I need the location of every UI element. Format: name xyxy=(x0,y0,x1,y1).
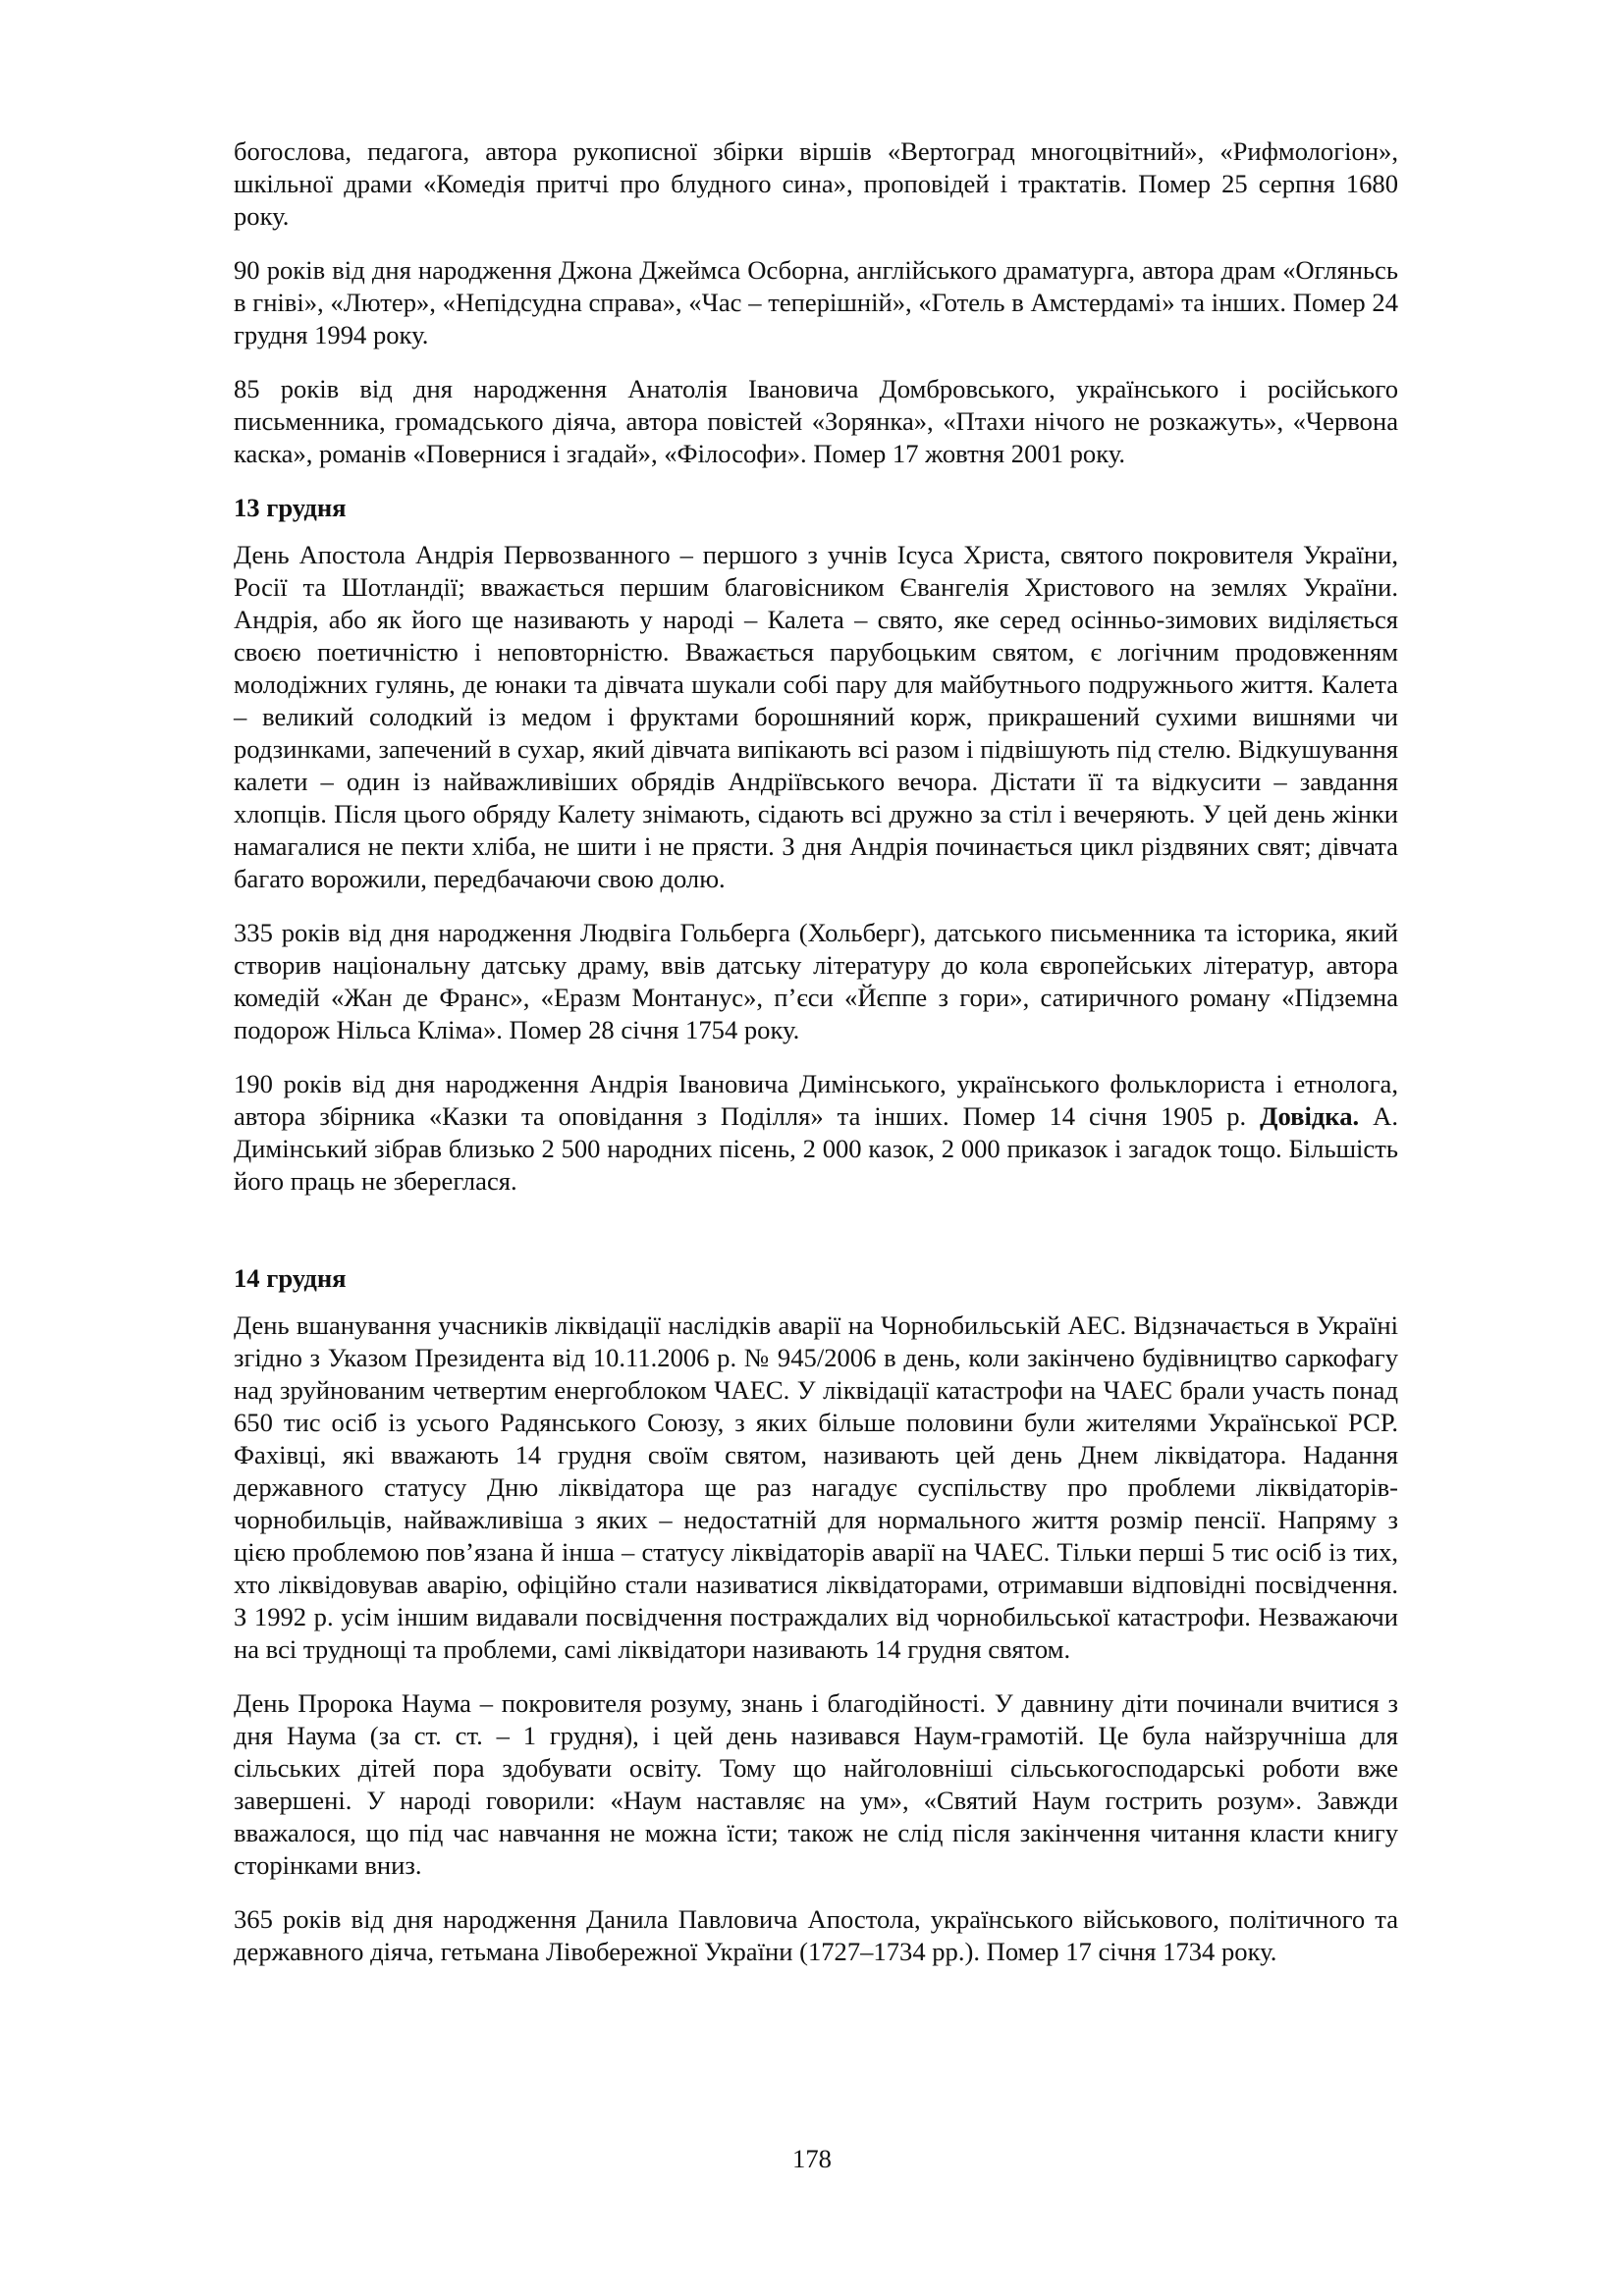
paragraph-text: 190 років від дня народження Андрія Івановича Димінського, українського фольклориста і етнолога, автора збірника «Казки та оповідання з Поділля» та інших. Помер 14 січня 1905 р. xyxy=(234,1069,1398,1131)
section-gap xyxy=(234,1219,1398,1262)
paragraph-with-note xyxy=(234,1068,1398,1198)
paragraph: 90 років від дня народження Джона Джеймса Осборна, англійського драматурга, автора драм «Огляньсь в гніві», «Лютер», «Непідсудна справа», «Час – теперішній», «Готель в Амстердамі» та інших. Помер 24 грудня 1994 року. xyxy=(234,255,1398,349)
date-heading: 13 грудня xyxy=(234,493,347,522)
page-number: 178 xyxy=(792,2144,832,2173)
date-heading: 14 грудня xyxy=(234,1263,347,1293)
paragraph: День вшанування учасників ліквідації наслідків аварії на Чорнобильській АЕС. Відзначається в Україні згідно з Указом Президента від 10.11.2006 р. № 945/2006 в день, коли закінчено будівництво саркофагу над зруйнованим четвертим енергоблоком ЧАЕС. У ліквідації катастрофи на ЧАЕС брали участь понад 650 тис осіб із усього Радянського Союзу, з яких більше половини були жителями Української РСР. Фахівці, які вважають 14 грудня своїм святом, називають цей день Днем ліквідатора. Надання державного статусу Дню ліквідатора ще раз нагадує суспільству про проблеми ліквідаторів-чорнобильців, найважливіша з яких – недостатній для нормального життя розмір пенсії. Напряму з цією проблемою пов’язана й інша – статусу ліквідаторів аварії на ЧАЕС. Тільки перші 5 тис осіб із тих, хто ліквідовував аварію, офіційно стали називатися ліквідаторами, отримавши відповідні посвідчення. З 1992 р. усім іншим видавали посвідчення постраждалих від чорнобильської катастрофи. Незважаючи на всі труднощі та проблеми, самі ліквідатори називають 14 грудня святом. xyxy=(234,1310,1398,1664)
paragraph: День Пророка Наума – покровителя розуму, знань і благодійності. У давнину діти починали вчитися з дня Наума (за ст. ст. – 1 грудня), і цей день називався Наум-грамотій. Це була найзручніша для сільських дітей пора здобувати освіту. Тому що найголовніші сільськогосподарські роботи вже завершені. У народі говорили: «Наум наставляє на ум», «Святий Наум гострить розум». Завжди вважалося, що під час навчання не можна їсти; також не слід після закінчення читання класти книгу сторінками вниз. xyxy=(234,1688,1398,1880)
document-body xyxy=(234,135,1398,1990)
note-text: А. Димінський зібрав близько 2 500 народних пісень, 2 000 казок, 2 000 приказок і загадок тощо. Більшість його праць не збереглася. xyxy=(234,1101,1399,1196)
paragraph: богослова, педагога, автора рукописної збірки віршів «Вертоград многоцвітний», «Рифмологіон», шкільної драми «Комедія притчі про блудного сина», проповідей і трактатів. Помер 25 серпня 1680 року. xyxy=(234,136,1398,231)
note-label: Довідка. xyxy=(1260,1101,1360,1131)
paragraph: 365 років від дня народження Данила Павловича Апостола, українського військового, політичного та державного діяча, гетьмана Лівобережної України (1727–1734 рр.). Помер 17 січня 1734 року. xyxy=(234,1904,1398,1966)
paragraph: 85 років від дня народження Анатолія Івановича Домбровського, українського і російського письменника, громадського діяча, автора повістей «Зорянка», «Птахи нічого не розкажуть», «Червона каска», романів «Повернися і згадай», «Філософи». Помер 17 жовтня 2001 року. xyxy=(234,374,1398,468)
paragraph: 335 років від дня народження Людвіга Гольберга (Хольберг), датського письменника та історика, який створив національну датську драму, ввів датську літературу до кола європейських літератур, автора комедій «Жан де Франс», «Еразм Монтанус», п’єси «Йєппе з гори», сатиричного роману «Підземна подорож Нільса Кліма». Помер 28 січня 1754 року. xyxy=(234,918,1398,1044)
paragraph: День Апостола Андрія Первозванного – першого з учнів Ісуса Христа, святого покровителя України, Росії та Шотландії; вважається першим благовісником Євангелія Христового на землях України. Андрія, або як його ще називають у народі – Калета – свято, яке серед осінньо-зимових виділяється своєю поетичністю і неповторністю. Вважається парубоцьким святом, є логічним продовженням молодіжних гулянь, де юнаки та дівчата шукали собі пару для майбутнього подружнього життя. Калета – великий солодкий із медом і фруктами борошняний корж, прикрашений сухими вишнями чи родзинками, запечений в сухар, який дівчата випікають всі разом і підвішують під стелю. Відкушування калети – один із найважливіших обрядів Андріївського вечора. Дістати її та відкусити – завдання хлопців. Після цього обряду Калету знімають, сідають всі дружно за стіл і вечеряють. У цей день жінки намагалися не пекти хліба, не шити і не прясти. З дня Андрія починається цикл різдвяних свят; дівчата багато ворожили, передбачаючи свою долю. xyxy=(234,540,1398,893)
